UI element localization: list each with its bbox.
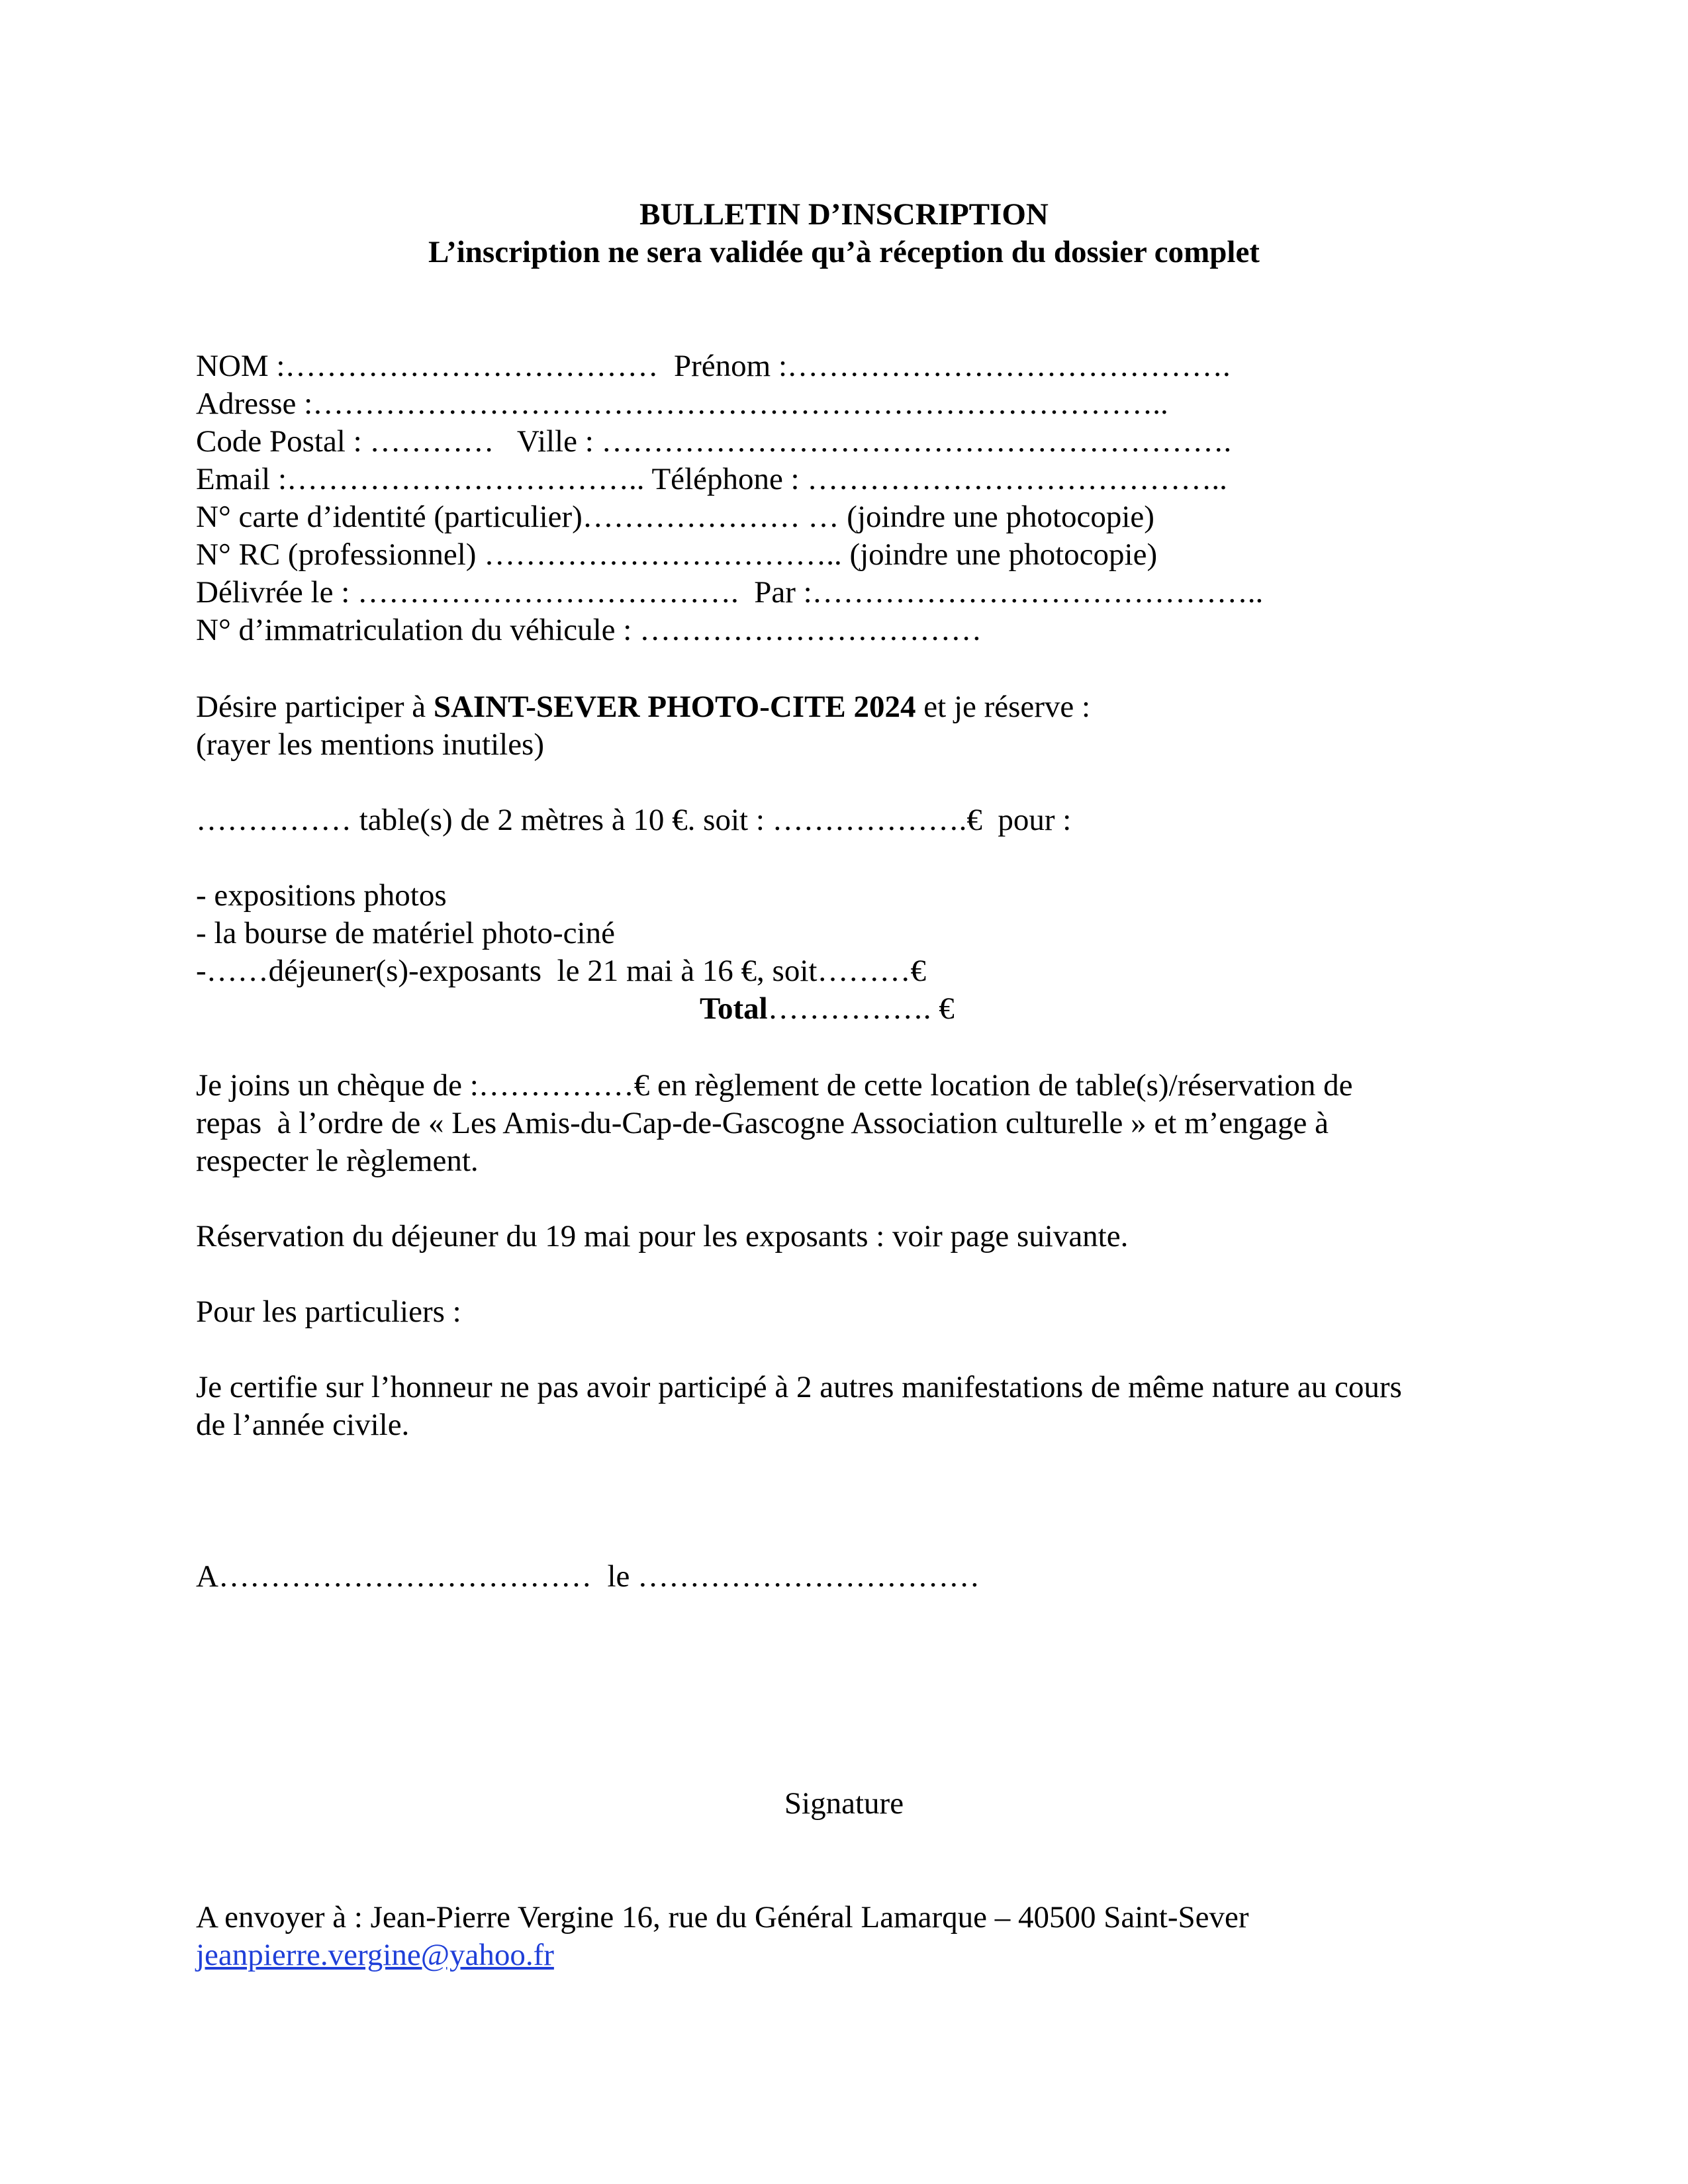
form-title: BULLETIN D’INSCRIPTION <box>639 197 1049 232</box>
form-subtitle: L’inscription ne sera validée qu’à réception du dossier complet <box>428 235 1260 269</box>
address-field[interactable]: Adresse :……………………………………………………………………….. <box>196 387 1168 421</box>
option-equipment-fair[interactable]: - la bourse de matériel photo-ciné <box>196 916 615 950</box>
name-field[interactable]: NOM :……………………………… Prénom :……………………………………. <box>196 349 1231 383</box>
postal-city-field[interactable]: Code Postal : ………… Ville : ……………………………………………………. <box>196 424 1232 459</box>
vehicle-registration-field[interactable]: N° d’immatriculation du véhicule : …………………………… <box>196 613 982 647</box>
place-date-field[interactable]: A……………………………… le …………………………… <box>196 1559 980 1594</box>
certification-line-2: de l’année civile. <box>196 1408 410 1442</box>
option-exhibitions[interactable]: - expositions photos <box>196 878 447 913</box>
total-line <box>700 990 955 1028</box>
certification-line-1: Je certifie sur l’honneur ne pas avoir participé à 2 autres manifestations de même nature au cours <box>196 1370 1402 1404</box>
lunch-note: Réservation du déjeuner du 19 mai pour les exposants : voir page suivante. <box>196 1219 1129 1253</box>
individuals-heading: Pour les particuliers : <box>196 1295 461 1329</box>
payment-line-3: respecter le règlement. <box>196 1144 479 1178</box>
rc-number-field[interactable]: N° RC (professionnel) …………………………….. (joindre une photocopie) <box>196 537 1158 572</box>
event-name: SAINT-SEVER PHOTO-CITE 2024 <box>433 690 916 724</box>
signature-label: Signature <box>784 1786 904 1821</box>
send-to-address: A envoyer à : Jean-Pierre Vergine 16, rue du Général Lamarque – 40500 Saint-Sever <box>196 1900 1249 1934</box>
option-lunch[interactable]: -……déjeuner(s)-exposants le 21 mai à 16 €, soit………€ <box>196 954 926 988</box>
payment-line-2: repas à l’ordre de « Les Amis-du-Cap-de-Gascogne Association culturelle » et m’engage à <box>196 1106 1329 1140</box>
participation-note: (rayer les mentions inutiles) <box>196 727 544 762</box>
payment-line-1: Je joins un chèque de :……………€ en règlement de cette location de table(s)/réservation de <box>196 1068 1353 1103</box>
participation-suffix: et je réserve : <box>915 690 1091 724</box>
issued-field[interactable]: Délivrée le : ………………………………. Par :…………………………………….. <box>196 575 1264 610</box>
id-card-field[interactable]: N° carte d’identité (particulier)………………… … (joindre une photocopie) <box>196 500 1154 534</box>
total-label: Total <box>700 991 768 1026</box>
participation-prefix: Désire participer à <box>196 690 434 724</box>
participation-statement <box>196 688 1090 726</box>
contact-email-link[interactable]: jeanpierre.vergine@yahoo.fr <box>196 1938 554 1972</box>
email-phone-field[interactable]: Email :…………………………….. Téléphone : ………………………………….. <box>196 462 1227 496</box>
total-value[interactable]: ……………. € <box>767 991 955 1026</box>
tables-reservation-field[interactable]: …………… table(s) de 2 mètres à 10 €. soit : ……………….€ pour : <box>196 803 1072 837</box>
